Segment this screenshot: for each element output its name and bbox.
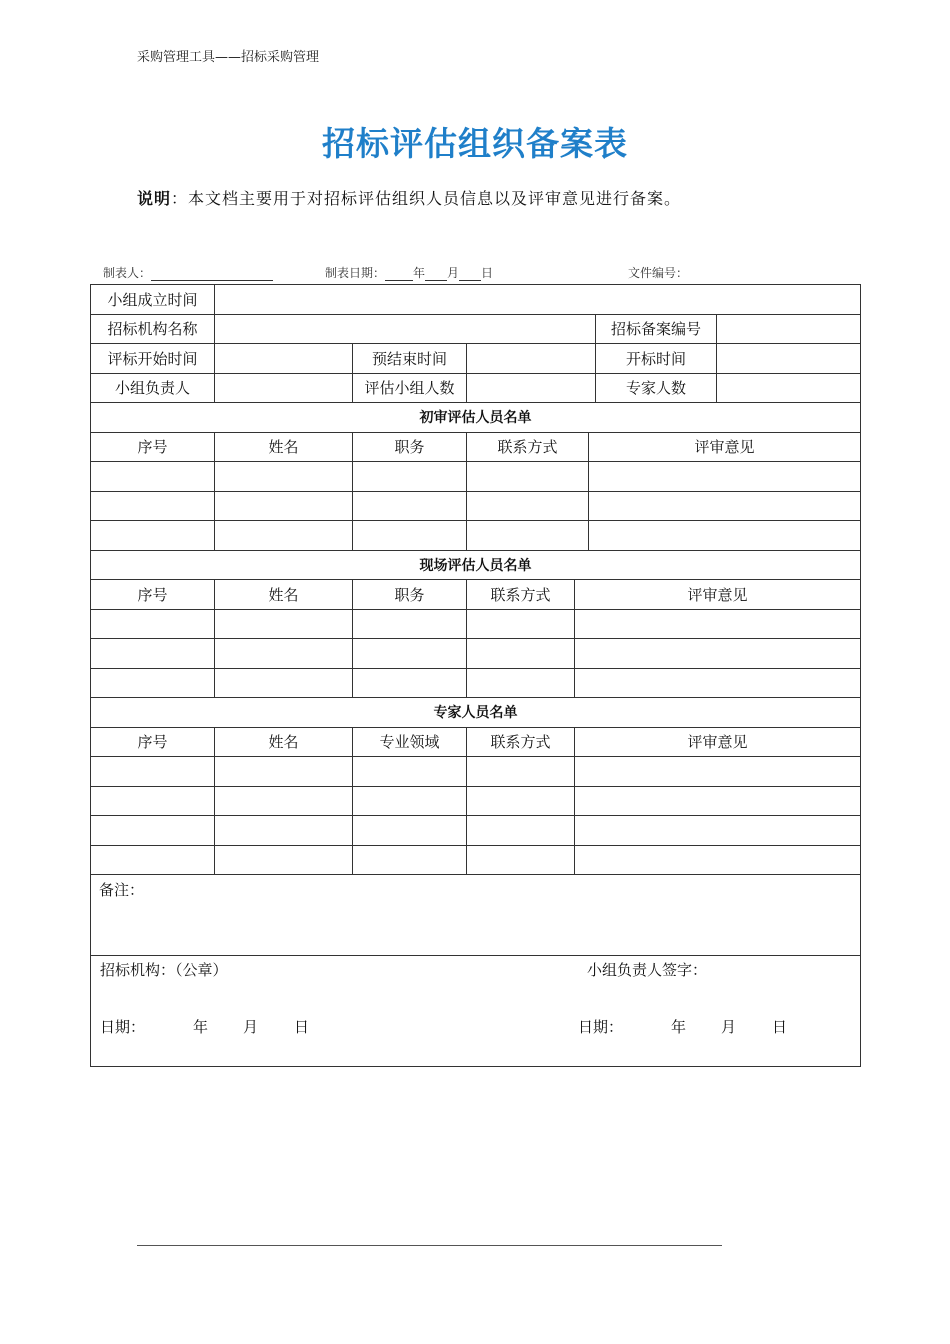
- info-label: 评标开始时间: [91, 344, 215, 374]
- description: [137, 186, 681, 209]
- info-value-cell[interactable]: [467, 373, 596, 403]
- table-cell[interactable]: [215, 639, 353, 669]
- info-label: 专家人数: [596, 373, 717, 403]
- table-row: [91, 845, 861, 875]
- table-cell[interactable]: [575, 609, 861, 639]
- table-cell[interactable]: [353, 609, 467, 639]
- table-cell[interactable]: [575, 639, 861, 669]
- leader-sign-label: 小组负责人签字：: [587, 961, 708, 979]
- info-label: 开标时间: [596, 344, 717, 374]
- table-cell[interactable]: [467, 639, 575, 669]
- column-header: 评审意见: [589, 432, 861, 462]
- table-cell[interactable]: [467, 845, 575, 875]
- table-cell[interactable]: [467, 609, 575, 639]
- table-cell[interactable]: [215, 491, 353, 521]
- maker-blank[interactable]: [151, 268, 273, 281]
- table-row: [91, 462, 861, 492]
- table-row: [91, 609, 861, 639]
- table-cell[interactable]: [215, 462, 353, 492]
- table-cell[interactable]: [91, 639, 215, 669]
- signature-cell[interactable]: [91, 956, 861, 1067]
- table-cell[interactable]: [215, 668, 353, 698]
- description-colon: ：: [171, 189, 189, 208]
- table-cell[interactable]: [215, 521, 353, 551]
- doc-no-label: 文件编号：: [628, 266, 689, 280]
- table-cell[interactable]: [215, 816, 353, 846]
- table-cell[interactable]: [353, 668, 467, 698]
- table-cell[interactable]: [353, 491, 467, 521]
- filing-table: [90, 284, 861, 1067]
- info-label: 小组成立时间: [91, 285, 215, 315]
- section-title: 专家人员名单: [91, 698, 861, 728]
- info-value-cell[interactable]: [717, 373, 861, 403]
- column-header: 联系方式: [467, 727, 575, 757]
- description-text: 本文档主要用于对招标评估组织人员信息以及评审意见进行备案。: [188, 189, 682, 208]
- table-cell[interactable]: [91, 816, 215, 846]
- info-value-cell[interactable]: [467, 344, 596, 374]
- table-cell[interactable]: [215, 786, 353, 816]
- info-value-cell[interactable]: [215, 314, 596, 344]
- section-title-row: [91, 698, 861, 728]
- info-label: 预结束时间: [353, 344, 467, 374]
- notes-label: 备注：: [99, 881, 145, 899]
- table-cell[interactable]: [353, 521, 467, 551]
- section-title-row: [91, 403, 861, 433]
- table-row: [91, 491, 861, 521]
- table-cell[interactable]: [575, 845, 861, 875]
- page-header: 采购管理工具——招标采购管理: [137, 50, 320, 65]
- leader-date-year: 年: [671, 1018, 687, 1036]
- year-unit: 年: [413, 266, 426, 280]
- info-value-cell[interactable]: [717, 344, 861, 374]
- info-row: [91, 344, 861, 374]
- table-cell[interactable]: [353, 757, 467, 787]
- column-header: 专业领域: [353, 727, 467, 757]
- leader-date-day: 日: [772, 1018, 788, 1036]
- table-cell[interactable]: [215, 845, 353, 875]
- table-cell[interactable]: [91, 462, 215, 492]
- list-header-row: [91, 432, 861, 462]
- date-field: [325, 264, 493, 281]
- table-cell[interactable]: [467, 462, 589, 492]
- info-value-cell[interactable]: [215, 373, 353, 403]
- table-cell[interactable]: [467, 521, 589, 551]
- maker-field: [103, 264, 273, 281]
- table-cell[interactable]: [575, 757, 861, 787]
- org-date-day: 日: [294, 1018, 310, 1036]
- org-date-year: 年: [193, 1018, 209, 1036]
- org-date-label: 日期：: [100, 1018, 146, 1036]
- info-value-cell[interactable]: [717, 314, 861, 344]
- column-header: 评审意见: [575, 727, 861, 757]
- info-row: [91, 373, 861, 403]
- table-row: [91, 757, 861, 787]
- table-row: [91, 521, 861, 551]
- signature-row: [91, 956, 861, 1067]
- table-cell[interactable]: [353, 816, 467, 846]
- table-cell[interactable]: [575, 786, 861, 816]
- description-label: 说明: [137, 189, 172, 208]
- list-header-row: [91, 580, 861, 610]
- table-cell[interactable]: [467, 757, 575, 787]
- table-cell[interactable]: [589, 462, 861, 492]
- table-cell[interactable]: [589, 491, 861, 521]
- column-header: 联系方式: [467, 580, 575, 610]
- table-cell[interactable]: [91, 757, 215, 787]
- table-cell[interactable]: [575, 816, 861, 846]
- info-label: 招标备案编号: [596, 314, 717, 344]
- table-cell[interactable]: [91, 609, 215, 639]
- section-title-row: [91, 550, 861, 580]
- table-row: [91, 816, 861, 846]
- section-title: 现场评估人员名单: [91, 550, 861, 580]
- table-cell[interactable]: [91, 786, 215, 816]
- column-header: 序号: [91, 432, 215, 462]
- list-header-row: [91, 727, 861, 757]
- column-header: 姓名: [215, 727, 353, 757]
- info-label: 小组负责人: [91, 373, 215, 403]
- table-cell[interactable]: [353, 462, 467, 492]
- info-value-cell[interactable]: [215, 285, 861, 315]
- column-header: 姓名: [215, 432, 353, 462]
- column-header: 姓名: [215, 580, 353, 610]
- table-cell[interactable]: [467, 816, 575, 846]
- table-cell[interactable]: [91, 845, 215, 875]
- column-header: 职务: [353, 580, 467, 610]
- notes-cell[interactable]: [91, 875, 861, 956]
- table-cell[interactable]: [575, 668, 861, 698]
- table-cell[interactable]: [467, 668, 575, 698]
- table-cell[interactable]: [91, 668, 215, 698]
- leader-date-label: 日期：: [578, 1018, 624, 1036]
- info-label: 评估小组人数: [353, 373, 467, 403]
- month-unit: 月: [447, 266, 460, 280]
- page-title: 招标评估组织备案表: [322, 124, 628, 163]
- table-row: [91, 786, 861, 816]
- table-cell[interactable]: [91, 521, 215, 551]
- notes-row: [91, 875, 861, 956]
- org-date-month: 月: [243, 1018, 259, 1036]
- table-row: [91, 668, 861, 698]
- table-cell[interactable]: [353, 639, 467, 669]
- table-cell[interactable]: [467, 786, 575, 816]
- table-cell[interactable]: [215, 757, 353, 787]
- column-header: 序号: [91, 727, 215, 757]
- column-header: 职务: [353, 432, 467, 462]
- table-row: [91, 639, 861, 669]
- footer-divider: [137, 1245, 722, 1246]
- month-blank[interactable]: [425, 268, 447, 281]
- section-title: 初审评估人员名单: [91, 403, 861, 433]
- day-unit: 日: [481, 266, 494, 280]
- leader-date-month: 月: [721, 1018, 737, 1036]
- info-value-cell[interactable]: [215, 344, 353, 374]
- org-seal-label: 招标机构：（公章）: [100, 961, 228, 979]
- doc-no-field: [628, 264, 688, 281]
- info-row: [91, 314, 861, 344]
- table-cell[interactable]: [215, 609, 353, 639]
- info-row: [91, 285, 861, 315]
- date-label: 制表日期：: [325, 266, 386, 280]
- column-header: 序号: [91, 580, 215, 610]
- column-header: 联系方式: [467, 432, 589, 462]
- day-blank[interactable]: [459, 268, 481, 281]
- column-header: 评审意见: [575, 580, 861, 610]
- year-blank[interactable]: [385, 268, 413, 281]
- table-cell[interactable]: [353, 786, 467, 816]
- table-cell[interactable]: [589, 521, 861, 551]
- table-cell[interactable]: [467, 491, 589, 521]
- table-cell[interactable]: [91, 491, 215, 521]
- maker-label: 制表人：: [103, 266, 152, 280]
- info-label: 招标机构名称: [91, 314, 215, 344]
- table-cell[interactable]: [353, 845, 467, 875]
